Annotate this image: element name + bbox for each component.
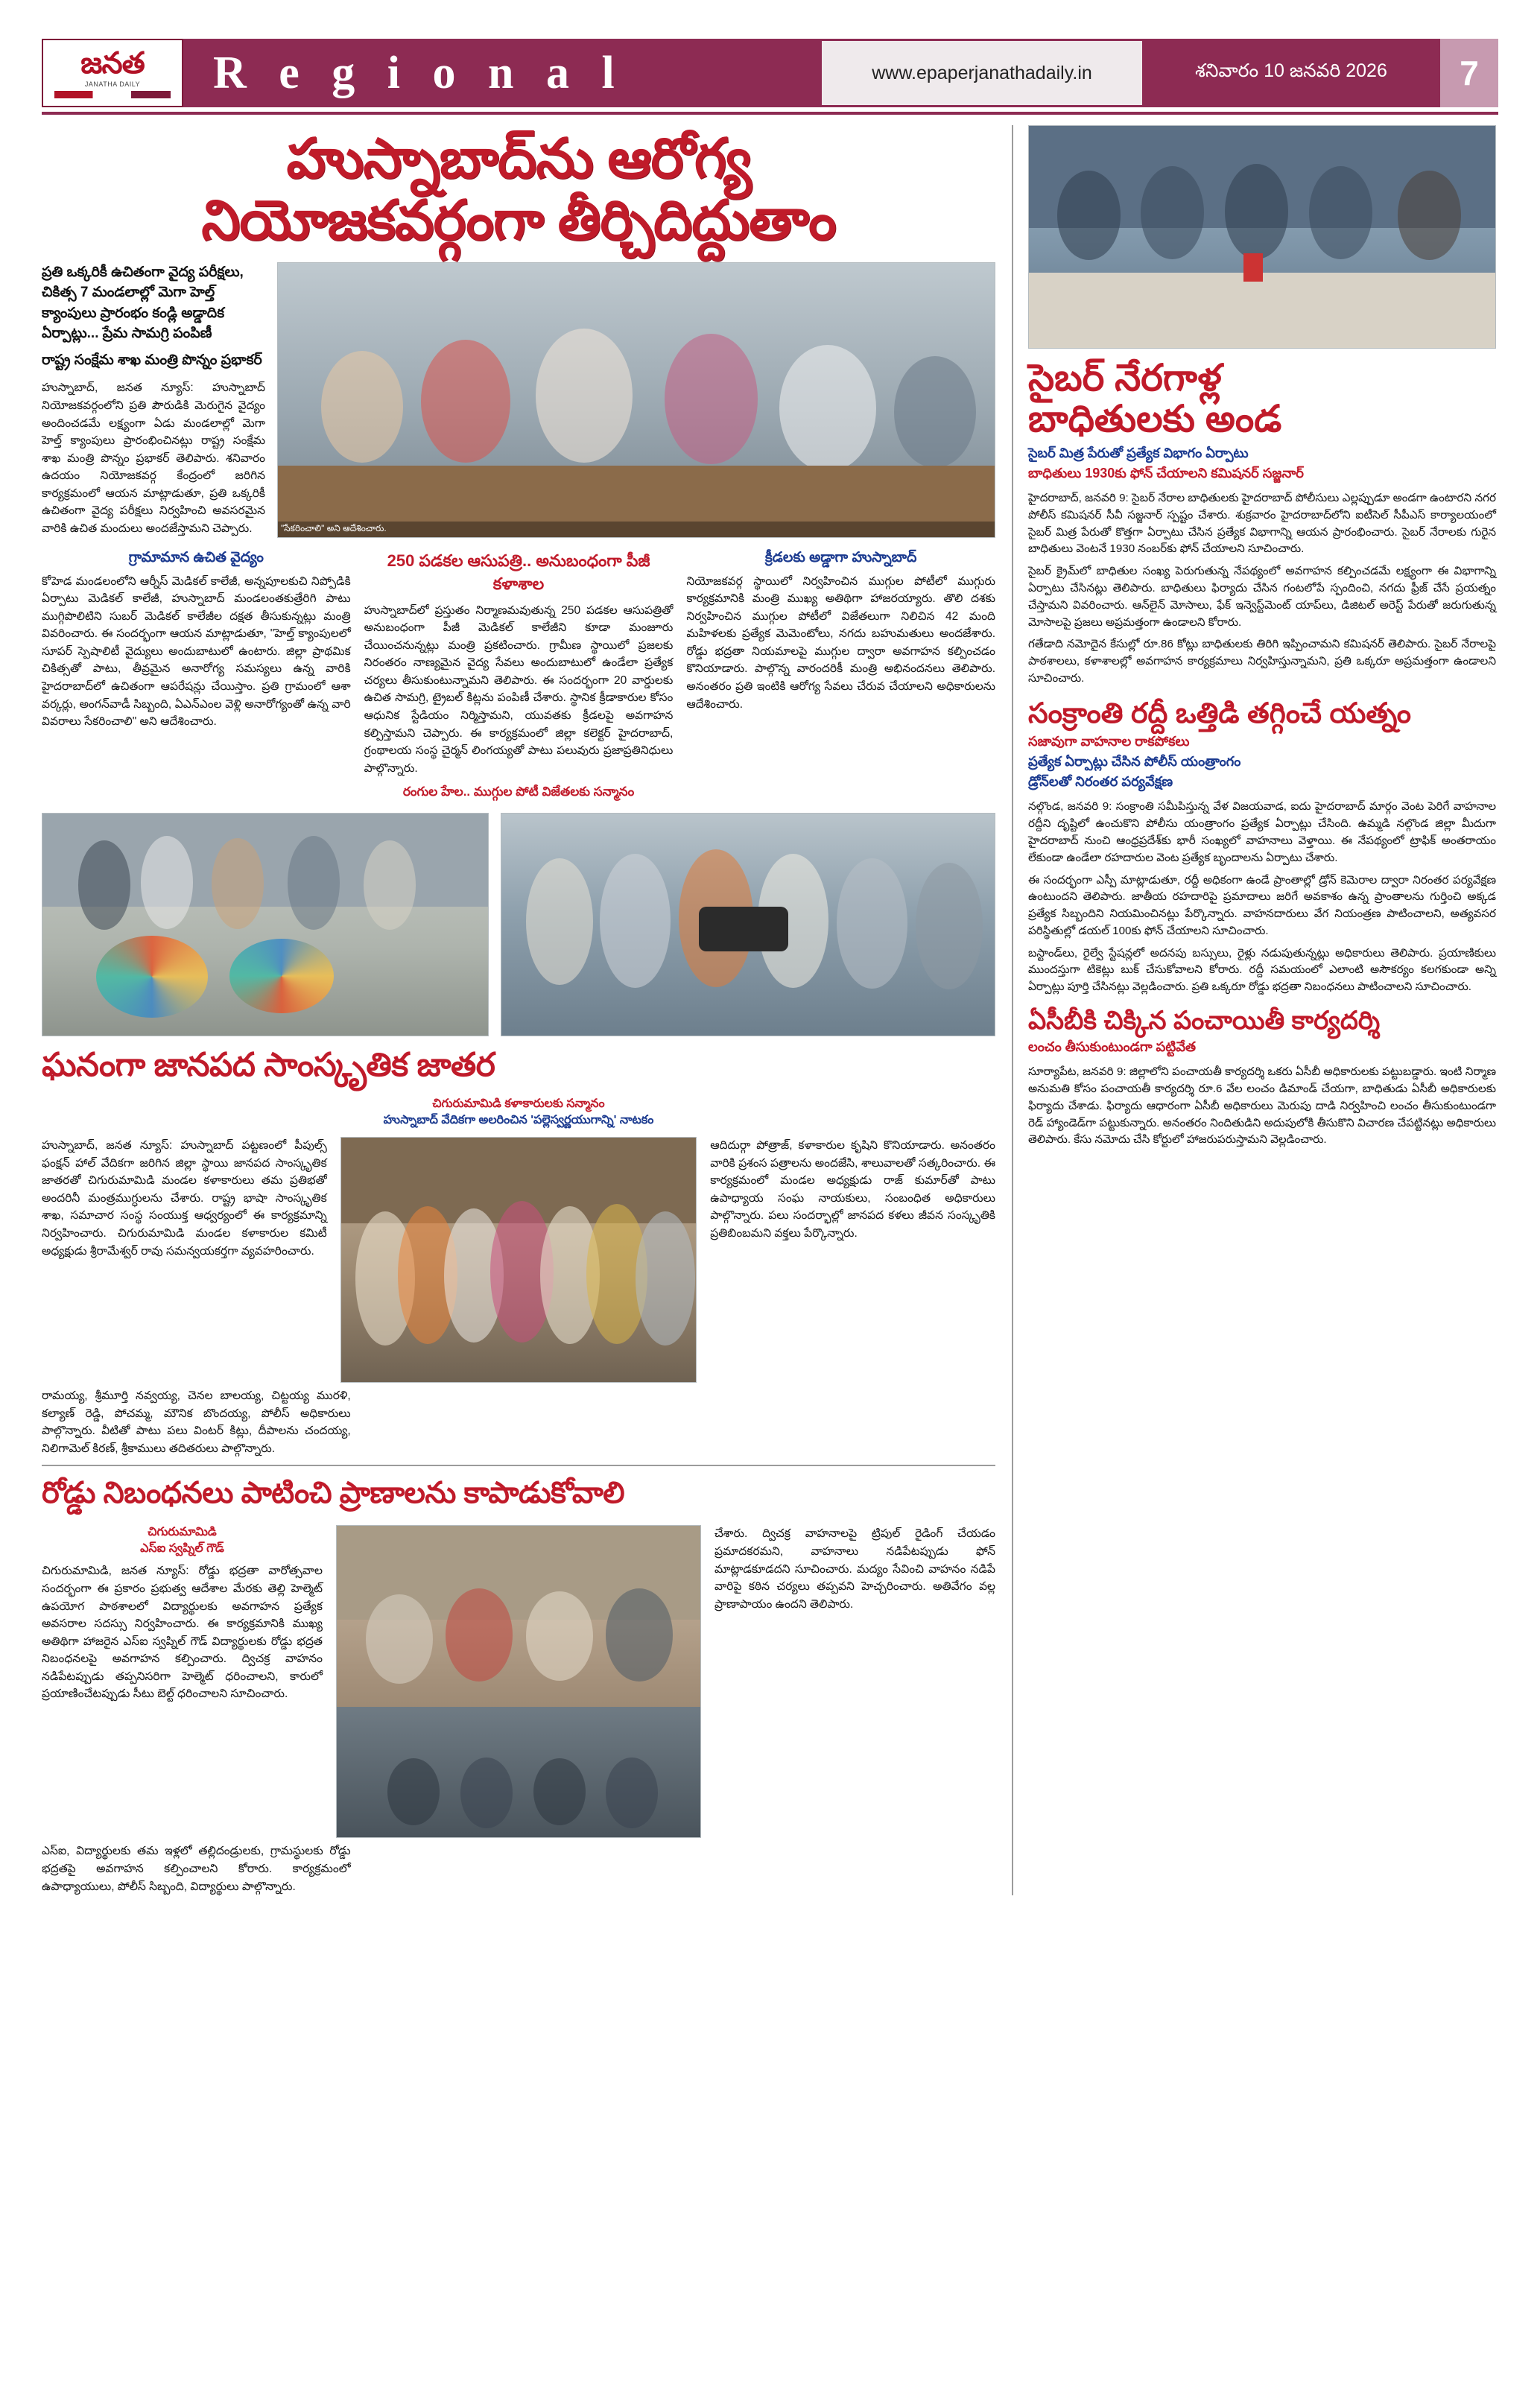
lead-paragraph: హుస్నాబాద్, జనత న్యూస్: హుస్నాబాద్ నియోజకవర్గంలోని ప్రతి పౌరుడికి మెరుగైన వైద్యం అందించడమే లక్ష్యంగా ఏడు మండలాల్లో మెగా హెల్త్ క్యాంపులు ప్రారంభించినట్లు రాష్ట్ర సంక్షేమ శాఖ మంత్రి పొన్నం ప్రభాకర్ తెలిపారు. శనివారం ఉదయం నియోజకవర్గ కేంద్రంలో జరిగిన కార్యక్రమంలో ఆయన మాట్లాడుతూ, ప్రతి ఒక్కరికీ ఉచితంగా వైద్య పరీక్షలు నిర్వహించి అవసరమైన వారికి ఉచిత మందులు అందజేస్తామని చెప్పారు. — [42, 381, 265, 535]
right-body3-p1: సూర్యాపేట, జనవరి 9: జిల్లాలోని పంచాయతీ కార్యదర్శి ఒకరు ఏసీబీ అధికారులకు పట్టుబడ్డారు. ఇంటి నిర్మాణ అనుమతి కోసం పంచాయతీ కార్యదర్శి రూ.6 వేల లంచం డిమాండ్ చేయగా, బాధితుడు ఏసీబీ అధికారులకు ఫిర్యాదు చేశాడు. ఫిర్యాదు ఆధారంగా ఏసీబీ అధికారులు మెరుపు దాడి నిర్వహించి లంచం తీసుకుంటుండగా రెడ్ హ్యాండెడ్‌గా పట్టుకున్నారు. అనంతరం నిందితుడిని అదుపులోకి తీసుకొని విచారణ చేపట్టినట్లు అధికారులు తెలిపారు. కేసు నమోదు చేసి కోర్టులో హాజరుపరుస్తామని వెల్లడించారు. — [1028, 1065, 1496, 1147]
right-headline-sankranti: సంక్రాంతి రద్దీ ఒత్తిడి తగ్గించే యత్నం — [1028, 697, 1412, 729]
right-column — [1012, 125, 1496, 1895]
right-headline-line2: బాధితులకు అండ — [1028, 398, 1282, 440]
story-col-b-text: హుస్నాబాద్‌లో ప్రస్తుతం నిర్మాణమవుతున్న 250 పడకల ఆసుపత్రితో అనుబంధంగా పీజీ మెడికల్ కాలేజీని కూడా మంజూరు చేయించనున్నట్లు మంత్రి ప్రకటించారు. గ్రామీణ స్థాయిలో ప్రజలకు నిరంతరం నాణ్యమైన వైద్య సేవలు అందుబాటులో ఉండేలా ప్రత్యేక చర్యలు తీసుకుంటున్నామని తెలిపారు. ఈ సందర్భంగా 20 వార్డులకు ఉచిత సామగ్రి, ట్రైబల్ కిట్లను పంపిణీ చేశారు. స్థానిక క్రీడాకారుల కోసం ఆధునిక స్టేడియం నిర్మిస్తామని, యువతకు క్రీడలపై అవగాహన కల్పిస్తామని చెప్పారు. ఈ కార్యక్రమంలో జిల్లా కలెక్టర్ హైదరాబాద్, గ్రంథాలయ సంస్థ చైర్మన్ లింగయ్యతో పాటు పలువురు ప్రజాప్రతినిధులు పాల్గొన్నారు. — [364, 603, 674, 775]
section3-column-a — [42, 1525, 323, 1838]
subhead-sports: క్రీడలకు అడ్డాగా హుస్నాబాద్ — [764, 549, 917, 565]
photo-felicitation — [501, 813, 995, 1036]
section3-byline2: ఎస్ఐ స్వప్నిల్ గౌడ్ — [140, 1542, 224, 1556]
section2-column-a — [42, 1137, 327, 1383]
section3-col-a-text: చిగురుమామిడి, జనత న్యూస్: రోడ్డు భద్రతా వారోత్సవాల సందర్భంగా ఈ ప్రకారం ప్రభుత్వ ఆదేశాల మేరకు తెల్లి హెల్మెట్ ఉపయోగ పాఠశాలలో విద్యార్థులకు అవగాహన ప్రత్యేక అవసరాల సదస్సు నిర్వహించారు. ఈ కార్యక్రమానికి ముఖ్య అతిథిగా హాజరైన ఎస్ఐ స్వప్నిల్ గౌడ్ విద్యార్థులకు రోడ్డు భద్రత నిబంధనలపై అవగాహన కల్పించారు. ద్విచక్ర వాహనం నడిపేటప్పుడు తప్పనిసరిగా హెల్మెట్ ధరించాలని, కారులో ప్రయాణించేటప్పుడు సీటు బెల్ట్ ధరించాలని సూచించారు. — [42, 1565, 323, 1701]
subhead-rangoli: రంగుల హేల.. ముగ్గుల పోటీ విజేతలకు సన్మానం — [402, 785, 635, 799]
section3-byline1: చిగురుమామిడి — [148, 1526, 217, 1539]
photo-art — [501, 814, 995, 1036]
section3-col-c-text: ఎస్ఐ, విద్యార్థులకు తమ ఇళ్లలో తల్లిదండ్రులకు, గ్రామస్థులకు రోడ్డు భద్రతపై అవగాహన కల్పించాలని కోరారు. కార్యక్రమంలో ఉపాధ్యాయులు, పోలీస్ సిబ్బంది, విద్యార్థులు పాల్గొన్నారు. — [42, 1845, 351, 1893]
photo-rangoli-competition — [42, 813, 489, 1036]
page-number: 7 — [1460, 54, 1479, 92]
story-col-c-text: నియోజకవర్గ స్థాయిలో నిర్వహించిన ముగ్గుల పోటీలో ముగ్గురు కార్యక్రమానికి మంత్రి ముఖ్య అతిథిగా హాజరయ్యారు. తొలి దశకు నిర్వహించిన ముగ్గుల పోటీలో విజేతలుగా నిలిచిన 42 మంది మహిళలకు ప్రత్యేక మెమెంటోలు, నగదు బహుమతులు అందజేశారు. రోడ్డు భద్రతా నియమాలపై ముగ్గుల ద్వారా అవగాహన కల్పించడం కొనియాడారు. పాల్గొన్న వారందరికీ మంత్రి అభినందనలు తెలిపారు. అనంతరం ప్రతి ఇంటికి ఆరోగ్య సేవలు చేరువ చేయాలని అధికారులను ఆదేశించారు. — [686, 574, 996, 711]
photo-folk-festival — [340, 1137, 697, 1383]
photo-row-1 — [42, 813, 995, 1036]
story-column-a — [42, 545, 351, 805]
photo-health-camp — [277, 262, 995, 538]
logo-name: జనత — [80, 45, 145, 80]
photo-art — [337, 1526, 700, 1837]
photo-art — [341, 1138, 696, 1382]
right-headline-line1: సైబర్ నేరగాళ్ల — [1028, 357, 1222, 399]
page-content — [42, 125, 1498, 1895]
right-body-3 — [1028, 1064, 1496, 1149]
right-sub-h2-2: ప్రత్యేక ఏర్పాట్లు చేసిన పోలీస్ యంత్రాంగం — [1028, 754, 1241, 770]
section3-photo-wrap — [336, 1525, 701, 1838]
right-body2-p3: బస్టాండ్‌లు, రైల్వే స్టేషన్లలో అదనపు బస్సులు, రైళ్లు నడుపుతున్నట్లు అధికారులు తెలిపారు. ప్రయాణికులు ముందస్తుగా టికెట్లు బుక్ చేసుకోవాలని కోరారు. రద్దీ సమయంలో ఎలాంటి అసౌకర్యం కలగకుండా అన్ని ఏర్పాట్లు పూర్తి చేసినట్లు వెల్లడించారు. ప్రతి ఒక్కరూ రోడ్డు భద్రతా నిబంధనలు పాటించాలని సూచించారు. — [1028, 946, 1496, 994]
right-subhead-1: సైబర్ మిత్ర పేరుతో ప్రత్యేక విభాగం ఏర్పాటు — [1028, 446, 1249, 460]
right-headline-cyber — [1028, 358, 1496, 440]
section3-column-b — [714, 1525, 995, 1838]
main-headline-line1: హుస్నాబాద్‌ను ఆరోగ్య — [286, 127, 751, 189]
masthead — [42, 39, 1498, 107]
section-banner — [183, 39, 822, 107]
left-column — [42, 125, 995, 1895]
section2-byline: చిగురుమామిడి కళాకారులకు సన్మానం — [432, 1097, 605, 1111]
section2-col-c-text: రామయ్య, శ్రీమూర్తి నవ్వయ్య, చెనల బాలయ్య, చిట్టయ్య మురళి, కల్యాణ్ రెడ్డి, పోచమ్మ, మౌనిక బొందయ్య, పోలీస్ అధికారులు పాల్గొన్నారు. వీటితో పాటు పలు వింటర్ కిట్లు, దీపాలను చందయ్య, నిలిగామెల్ కిరణ్, శ్రీకాములు తదితరులు పాల్గొన్నారు. — [42, 1389, 351, 1455]
right-body-p1: హైదరాబాద్, జనవరి 9: సైబర్ నేరాల బాధితులకు హైదరాబాద్ పోలీసులు ఎల్లప్పుడూ అండగా ఉంటారని నగర పోలీస్ కమిషనర్ సీవీ సజ్జనార్ స్పష్టం చేశారు. శుక్రవారం హైదరాబాద్‌లోని ఐటీసెల్ సీపీఎస్ కార్యాలయంలో సైబర్ మిత్ర పేరుతో కొత్తగా ఏర్పాటు చేసిన ప్రత్యేక విభాగాన్ని ఆయన ప్రారంభించారు. సైబర్ నేరాలకు గురైన బాధితులు వెంటనే 1930 నంబర్‌కు ఫోన్ చేయాలని సూచించారు. — [1028, 492, 1496, 556]
main-headline — [42, 128, 995, 252]
right-body-p3: గతేడాది నమోదైన కేసుల్లో రూ.86 కోట్లు బాధితులకు తిరిగి ఇప్పించామని కమిషనర్ తెలిపారు. సైబర్ నేరాలపై పాఠశాలలు, కళాశాలల్లో అవగాహన కార్యక్రమాలు నిర్వహిస్తున్నామని, ప్రతి ఒక్కరూ అప్రమత్తంగా ఉండాలని సూచించారు. — [1028, 638, 1496, 685]
story-col-a-text: కోహెడ మండలంలోని ఆర్నీస్ మెడికల్ కాలేజీ, అన్నపూలకుచి నిప్పోడికి ఏర్పాటు మెడికల్ కాలేజీ, హుస్నాబాద్ మండలంతకుత్రేరిగి పాటు ముగ్గిపొలిటిని సుబర్ మెడికల్ కాలేజీల దక్షత తీసుకున్నట్లు మంత్రి వివరించారు. ఈ సందర్భంగా ఆయన మాట్లాడుతూ, "హెల్త్ క్యాంపులలో సూపర్ స్పెషాలిటీ వైద్యులు అందుబాటులో ఉంటారు. జిల్లా ప్రాథమిక చికిత్సతో పాటు, తీవ్రమైన అనారోగ్య సమస్యలు ఉన్న వారికి హైదరాబాద్‌లో ఉచితంగా ఆపరేషన్లు చేయిస్తాం. ప్రతి గ్రామంలో ఆశా వర్కర్లు, అంగన్‌వాడీ సిబ్బంది, ఏఎన్‌ఎంల వెళ్లి అనారోగ్యంతో ఉన్న వారి వివరాలు సేకరించాలి" అని ఆదేశించారు. — [42, 574, 351, 729]
photo-art — [42, 814, 488, 1036]
section3-headline: రోడ్డు నిబంధనలు పాటించి ప్రాణాలను కాపాడుకోవాలి — [42, 1477, 625, 1510]
subhead-gramavyaptha: గ్రామామాన ఉచిత వైద్యం — [128, 549, 264, 565]
photo-police-press-meet — [1028, 125, 1496, 349]
section2-headline: ఘనంగా జానపద సాంస్కృతిక జాతర — [42, 1047, 495, 1084]
main-headline-line2: నియోజకవర్గంగా తీర్చిదిద్దుతాం — [201, 188, 836, 251]
section3-spacer-1 — [364, 1842, 674, 1895]
lead-photo-wrap — [277, 262, 995, 538]
logo-flag-bar — [54, 91, 171, 98]
page-number-badge — [1440, 39, 1498, 107]
section2-column-b — [710, 1137, 995, 1383]
section-title: R e g i o n a l — [213, 47, 625, 98]
website-url: www.epaperjanathadaily.in — [872, 62, 1092, 83]
section2-columns — [42, 1137, 995, 1383]
section2-columns-2 — [42, 1387, 995, 1457]
lead-text-column — [42, 262, 265, 538]
publication-date: శనివారం 10 జనవరి 2026 — [1195, 60, 1387, 81]
section2-photo-wrap — [340, 1137, 697, 1383]
section2-spacer-1 — [364, 1387, 674, 1457]
section2-col-b-text: ఆదిదుర్గా పోత్రాజ్, కళాకారుల కృషిని కొనియాడారు. అనంతరం వారికి ప్రశంస పత్రాలను అందజేసి, శాలువాలతో సత్కరించారు. ఈ కార్యక్రమంలో మండల అధ్యక్షుడు రాజ్ కుమార్‌తో పాటు ఉపాధ్యాయ సంఘ నాయకులు, సంబంధిత అధికారులు పాల్గొన్నారు. పలు సందర్భాల్లో జానపద కళలు జీవన సంస్కృతికి ప్రతిబింబమని వక్తలు పేర్కొన్నారు. — [710, 1139, 995, 1240]
right-body2-p1: నల్గొండ, జనవరి 9: సంక్రాంతి సమీపిస్తున్న వేళ విజయవాడ, ఐదు హైదరాబాద్ మార్గం వెంట పెరిగే వాహనాల రద్దీని దృష్టిలో ఉంచుకొని పోలీసు యంత్రాంగం ప్రత్యేక ఏర్పాట్లు చేసింది. ఉమ్మడి నల్గొండ జిల్లా మీదుగా హైదరాబాద్ నుంచి ఆంధ్రప్రదేశ్‌కు భారీ సంఖ్యలో వాహనాలు వెళ్తాయి. ఈ నేపథ్యంలో ట్రాఫిక్ అంతరాయం లేకుండా ఉండేలా రహదారుల వెంట ప్రత్యేక బృందాలను ఏర్పాటు చేశారు. — [1028, 800, 1496, 864]
section3-columns-2 — [42, 1842, 995, 1895]
publication-logo — [42, 39, 183, 107]
right-sub-h2-3: డ్రోన్‌లతో నిరంతర పర్యవేక్షణ — [1028, 774, 1173, 790]
right-body-p2: సైబర్ క్రైమ్‌లో బాధితుల సంఖ్య పెరుగుతున్న నేపథ్యంలో అవగాహన కల్పించడమే లక్ష్యంగా ఈ విభాగాన్ని ఏర్పాటు చేసినట్లు తెలిపారు. బాధితులు ఫిర్యాదు చేసిన గంటలోపే స్పందించి, నగదు ఫ్రీజ్ చేసే ప్రయత్నం చేస్తామని వివరించారు. ఆన్‌లైన్ మోసాలు, ఫేక్ ఇన్వెస్ట్‌మెంట్ యాప్‌లు, డిజిటల్ అరెస్ట్ పేరుతో జరుగుతున్న మోసాలపై ప్రజలు అప్రమత్తంగా ఉండాలని కోరారు. — [1028, 565, 1496, 629]
subhead-hospital: 250 పడకల ఆసుపత్రి.. అనుబంధంగా పీజీ కళాశాల — [387, 551, 650, 593]
section3-column-c — [42, 1842, 351, 1895]
right-body-2 — [1028, 799, 1496, 996]
right-body2-p2: ఈ సందర్భంగా ఎస్పీ మాట్లాడుతూ, రద్దీ అధికంగా ఉండే ప్రాంతాల్లో డ్రోన్ కెమెరాల ద్వారా నిరంతర పర్యవేక్షణ ఉంటుందని తెలిపారు. జాతీయ రహదారిపై ప్రమాదాలు జరిగే అవకాశం ఉన్న ప్రాంతాలను గుర్తించి అక్కడ ప్రత్యేక సిబ్బందిని నియమించినట్లు పేర్కొన్నారు. వాహనదారులు వేగ నియంత్రణ పాటించాలని, అత్యవసర పరిస్థితుల్లో డయల్ 100కు ఫోన్ చేయాలని సూచించారు. — [1028, 873, 1496, 937]
photo-art — [278, 263, 995, 537]
right-body-1 — [1028, 490, 1496, 688]
section2-col-a-text: హుస్నాబాద్, జనత న్యూస్: హుస్నాబాద్ పట్టణంలో పీపుల్స్ ఫంక్షన్ హాల్ వేదికగా జరిగిన జిల్లా స్థాయి జానపద సాంస్కృతిక జాతరతో చిగురుమామిడి మండల కళాకారులు తమ ప్రతిభతో అందరినీ మంత్రముగ్ధులను చేశారు. రాష్ట్ర భాషా సాంస్కృతిక శాఖ, సమాచార సంస్థ సంయుక్త ఆధ్వర్యంలో ఈ కార్యక్రమాన్ని నిర్వహించారు. చిగురుమామిడి మండల కళాకారుల కమిటీ అధ్యక్షుడు శ్రీరామేశ్వర్ రావు సమన్వయకర్తగా వ్యవహరించారు. — [42, 1139, 327, 1258]
photo-caption: "సేకరించాలి" అని ఆదేశించారు. — [278, 522, 995, 537]
date-badge — [1142, 39, 1440, 107]
newspaper-page — [0, 39, 1540, 2393]
photo-art — [1029, 126, 1495, 348]
story-column-c — [686, 545, 995, 805]
section2-byline2: హుస్నాబాద్ వేదికగా అలరించిన 'పల్లెస్వర్ణయుగాన్ని' నాటకం — [383, 1114, 654, 1127]
right-sub-h2-1: సజావుగా వాహనాల రాకపోకలు — [1028, 734, 1190, 749]
masthead-rule — [42, 112, 1498, 115]
logo-subtitle: JANATHA DAILY — [84, 80, 141, 88]
story-kicker-byline: రాష్ట్ర సంక్షేమ శాఖ మంత్రి పొన్నం ప్రభాకర్ — [42, 352, 262, 368]
section3-col-b-text: చేశారు. ద్విచక్ర వాహనాలపై ట్రిపుల్ రైడింగ్ చేయడం ప్రమాదకరమని, వాహనాలు నడిపేటప్పుడు ఫోన్ మాట్లాడకూడదని సూచించారు. మద్యం సేవించి వాహనం నడిపే వారిపై కఠిన చర్యలు తప్పవని హెచ్చరించారు. అతివేగం వల్ల ప్రాణాపాయం ఉందని తెలిపారు. — [714, 1527, 995, 1611]
story-column-b — [364, 545, 674, 805]
section3-columns — [42, 1525, 995, 1838]
right-subhead-2: బాధితులు 1930కు ఫోన్ చేయాలని కమిషనర్ సజ్జనార్ — [1028, 466, 1304, 481]
section3-spacer-2 — [686, 1842, 995, 1895]
story-kicker: ప్రతి ఒక్కరికీ ఉచితంగా వైద్య పరీక్షలు, చికిత్స 7 మండలాల్లో మెగా హెల్త్ క్యాంపులు ప్రారంభం కండ్లి అడ్డాదిక ఏర్పాట్లు... ప్రేమ సామగ్రి పంపిణీ — [42, 264, 244, 342]
website-badge[interactable] — [822, 39, 1142, 107]
section2-column-c — [42, 1387, 351, 1457]
divider-section3 — [42, 1465, 995, 1466]
story-columns — [42, 545, 995, 805]
section2-spacer-2 — [686, 1387, 995, 1457]
lead-block — [42, 262, 995, 538]
right-headline-acb: ఏసీబీకి చిక్కిన పంచాయితీ కార్యదర్శి — [1028, 1007, 1381, 1036]
right-sub-h3: లంచం తీసుకుంటుండగా పట్టివేత — [1028, 1039, 1197, 1055]
photo-road-safety-meeting — [336, 1525, 701, 1838]
